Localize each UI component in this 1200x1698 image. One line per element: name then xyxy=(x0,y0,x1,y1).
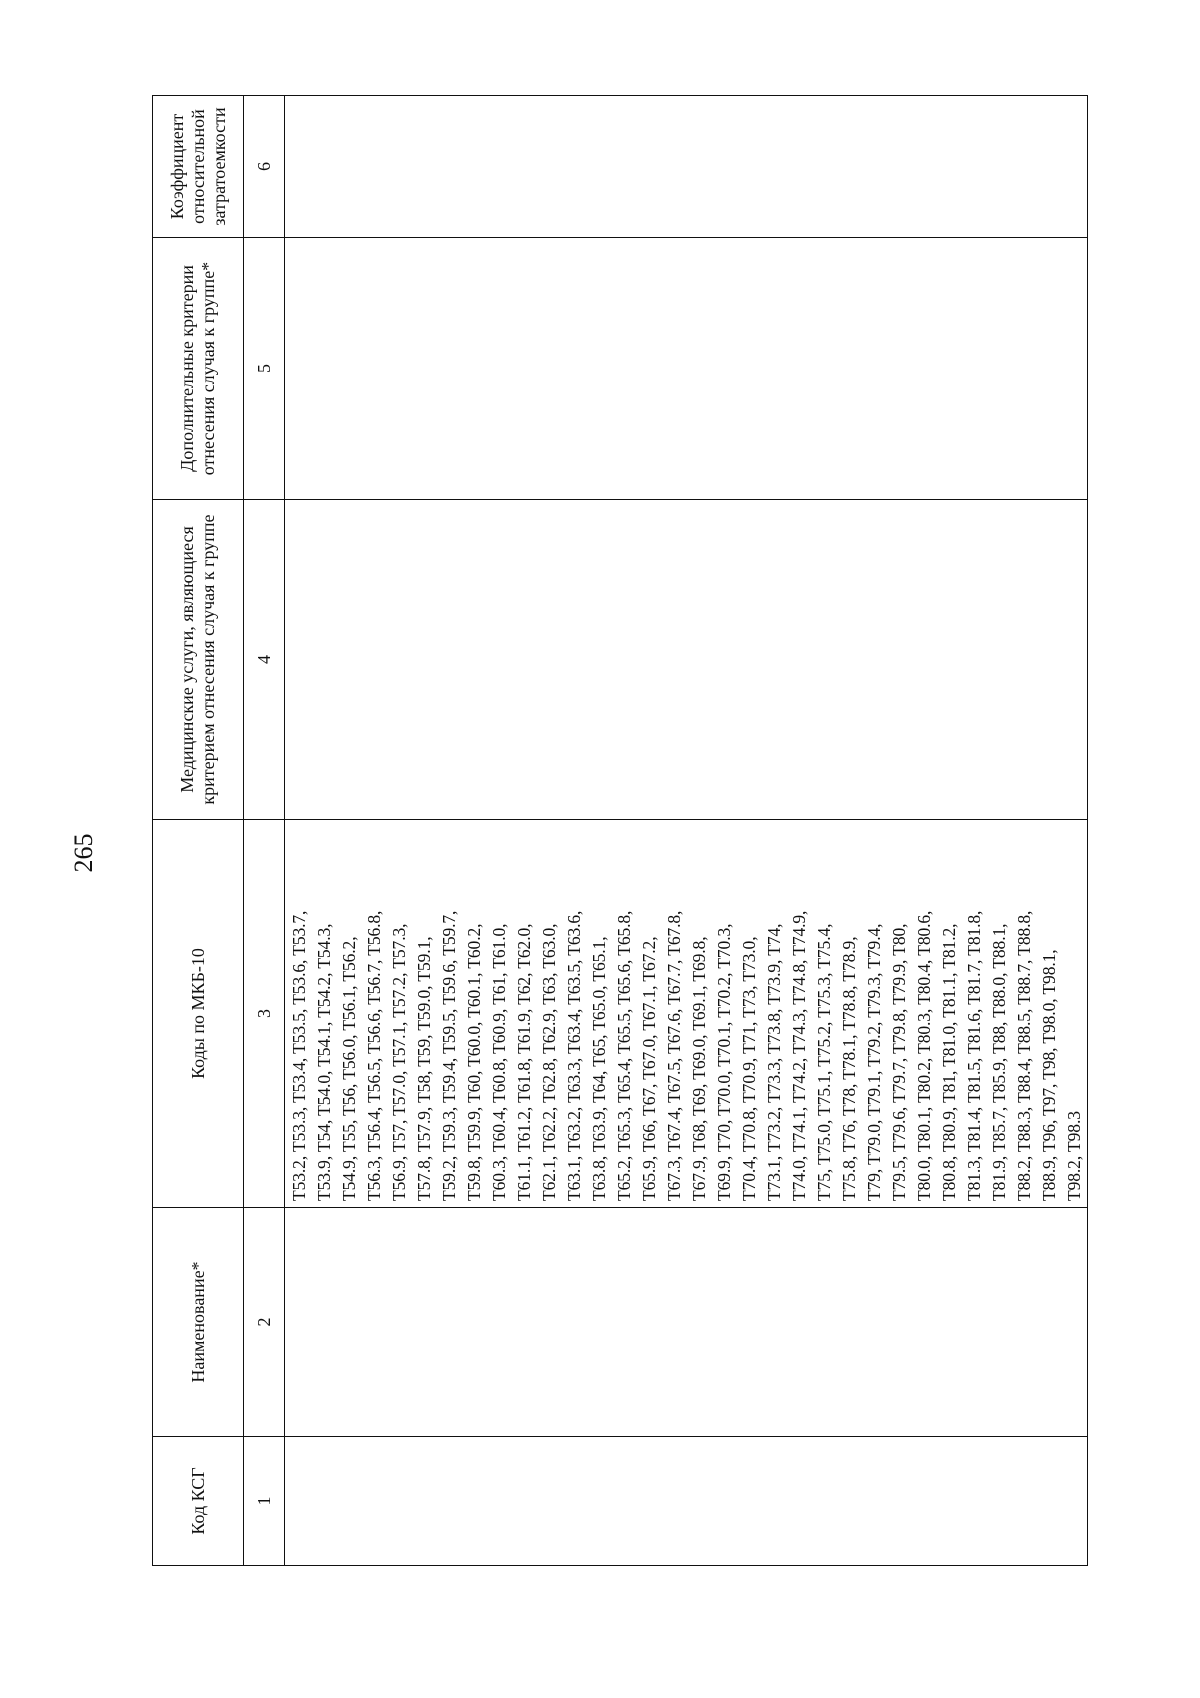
mkb-code-line: T56.3, T56.4, T56.5, T56.6, T56.7, T56.8, xyxy=(364,910,384,1201)
additional-criteria-cell xyxy=(285,238,1088,500)
mkb-code-line: T88.9, T96, T97, T98, T98.0, T98.1, xyxy=(1039,949,1059,1201)
mkb-code-line: T56.9, T57, T57.0, T57.1, T57.2, T57.3, xyxy=(389,923,409,1201)
mkb-code-line: T69.9, T70, T70.0, T70.1, T70.2, T70.3, xyxy=(714,923,734,1201)
mkb-code-line: T61.1, T61.2, T61.8, T61.9, T62, T62.0, xyxy=(514,923,534,1201)
ksg-code-cell xyxy=(285,1437,1088,1566)
mkb-code-line: T53.9, T54, T54.0, T54.1, T54.2, T54.3, xyxy=(314,923,334,1201)
header-coefficient: Коэффициент относительной затратоемкости xyxy=(153,96,244,238)
coefficient-cell xyxy=(285,96,1088,238)
mkb-code-line: T79.5, T79.6, T79.7, T79.8, T79.9, T80, xyxy=(889,923,909,1201)
mkb-code-line: T53.2, T53.3, T53.4, T53.5, T53.6, T53.7, xyxy=(289,910,309,1201)
mkb-code-line: T79, T79.0, T79.1, T79.2, T79.3, T79.4, xyxy=(864,923,884,1201)
header-mkb-codes: Коды по МКБ-10 xyxy=(153,820,244,1208)
column-number: 6 xyxy=(244,96,285,238)
mkb-code-line: T75.8, T76, T78, T78.1, T78.8, T78.9, xyxy=(839,936,859,1201)
mkb-code-line: T59.8, T59.9, T60, T60.0, T60.1, T60.2, xyxy=(464,923,484,1201)
mkb-code-line: T80.0, T80.1, T80.2, T80.3, T80.4, T80.6, xyxy=(914,910,934,1201)
header-additional-criteria: Дополнительные критерии отнесения случая к группе* xyxy=(153,238,244,500)
mkb-codes-list xyxy=(285,820,1087,1207)
mkb-code-line: T75, T75.0, T75.1, T75.2, T75.3, T75.4, xyxy=(814,923,834,1201)
header-name: Наименование* xyxy=(153,1208,244,1437)
mkb-code-line: T73.1, T73.2, T73.3, T73.8, T73.9, T74, xyxy=(764,923,784,1201)
mkb-code-line: T98.2, T98.3 xyxy=(1064,1111,1084,1201)
column-number-row xyxy=(244,96,285,1566)
mkb-code-line: T63.8, T63.9, T64, T65, T65.0, T65.1, xyxy=(589,936,609,1201)
mkb-code-line: T74.0, T74.1, T74.2, T74.3, T74.8, T74.9, xyxy=(789,910,809,1201)
mkb-code-line: T70.4, T70.8, T70.9, T71, T73, T73.0, xyxy=(739,936,759,1201)
header-ksg-code: Код КСГ xyxy=(153,1437,244,1566)
column-number: 1 xyxy=(244,1437,285,1566)
mkb-code-line: T67.9, T68, T69, T69.0, T69.1, T69.8, xyxy=(689,936,709,1201)
name-cell xyxy=(285,1208,1088,1437)
mkb-code-line: T59.2, T59.3, T59.4, T59.5, T59.6, T59.7, xyxy=(439,910,459,1201)
header-medical-services: Медицинские услуги, являющиеся критерием отнесения случая к группе xyxy=(153,500,244,820)
mkb-code-line: T81.9, T85.7, T85.9, T88, T88.0, T88.1, xyxy=(989,923,1009,1201)
mkb-code-line: T62.1, T62.2, T62.8, T62.9, T63, T63.0, xyxy=(539,923,559,1201)
mkb-code-line: T67.3, T67.4, T67.5, T67.6, T67.7, T67.8, xyxy=(664,910,684,1201)
mkb-code-line: T81.3, T81.4, T81.5, T81.6, T81.7, T81.8, xyxy=(964,910,984,1201)
mkb-code-line: T57.8, T57.9, T58, T59, T59.0, T59.1, xyxy=(414,936,434,1201)
page-number: 265 xyxy=(69,833,98,873)
mkb-code-line: T80.8, T80.9, T81, T81.0, T81.1, T81.2, xyxy=(939,923,959,1201)
mkb-codes-cell xyxy=(285,820,1088,1208)
mkb-code-line: T54.9, T55, T56, T56.0, T56.1, T56.2, xyxy=(339,936,359,1201)
column-number: 2 xyxy=(244,1208,285,1437)
column-number: 5 xyxy=(244,238,285,500)
mkb-code-line: T88.2, T88.3, T88.4, T88.5, T88.7, T88.8, xyxy=(1014,910,1034,1201)
mkb-code-line: T63.1, T63.2, T63.3, T63.4, T63.5, T63.6, xyxy=(564,910,584,1201)
mkb-code-line: T65.2, T65.3, T65.4, T65.5, T65.6, T65.8, xyxy=(614,910,634,1201)
ksg-table xyxy=(152,95,1088,1566)
column-number: 3 xyxy=(244,820,285,1208)
column-number: 4 xyxy=(244,500,285,820)
mkb-code-line: T60.3, T60.4, T60.8, T60.9, T61, T61.0, xyxy=(489,923,509,1201)
header-row xyxy=(153,96,244,1566)
table-row xyxy=(285,96,1088,1566)
mkb-code-line: T65.9, T66, T67, T67.0, T67.1, T67.2, xyxy=(639,936,659,1201)
rotated-table-container xyxy=(152,96,1084,1566)
medical-services-cell xyxy=(285,500,1088,820)
